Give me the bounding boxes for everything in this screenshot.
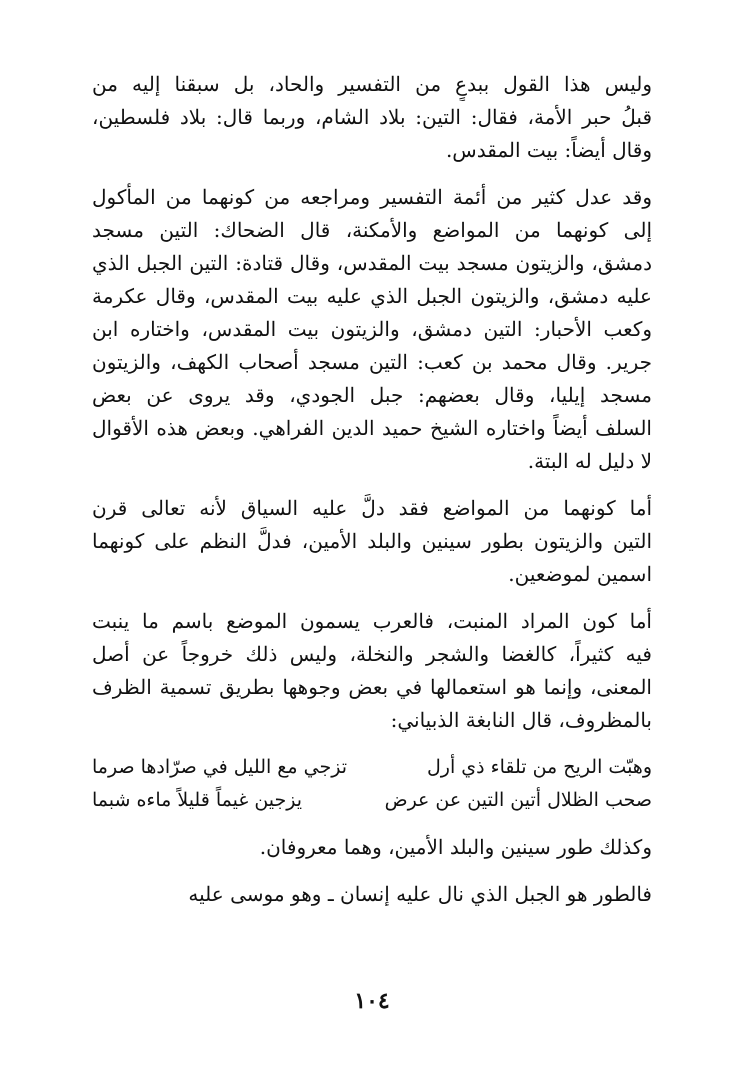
text-line: عليه دمشق، والزيتون الجبل الذي عليه بيت المقدس، وقال عكرمة (92, 284, 652, 308)
text-line: المعنى، وإنما هو استعمالها في بعض وجوهها بطريق تسمية الظرف (92, 675, 652, 699)
poem-verse (92, 784, 652, 817)
text-line: أما كون المراد المنبت، فالعرب يسمون الموضع باسم ما ينبت (92, 609, 652, 633)
paragraph (92, 878, 652, 911)
text-line: وقال أيضاً: بيت المقدس. (445, 138, 652, 162)
paragraph (92, 181, 652, 478)
text-line: إلى كونهما من المواضع والأمكنة، قال الضحاك: التين مسجد (92, 218, 652, 242)
text-line: وكعب الأحبار: التين دمشق، والزيتون بيت المقدس، واختاره ابن (92, 317, 652, 341)
text-line: السلف أيضاً واختاره الشيخ حميد الدين الفراهي. وبعض هذه الأقوال (92, 416, 652, 440)
paragraph (92, 605, 652, 737)
verse-second-hemistich: تزجي مع الليل في صرّادها صرما (92, 756, 347, 778)
text-line: فالطور هو الجبل الذي نال عليه إنسان ـ وهو موسى عليه (188, 882, 652, 906)
text-line: بالمظروف، قال النابغة الذبياني: (390, 708, 652, 732)
page-number: ١٠٤ (354, 988, 390, 1014)
text-line: التين والزيتون بطور سينين والبلد الأمين، فدلَّ النظم على كونهما (92, 529, 652, 553)
text-line: وكذلك طور سينين والبلد الأمين، وهما معروفان. (259, 835, 652, 859)
poem-verse (92, 751, 652, 784)
text-line: جرير. وقال محمد بن كعب: التين مسجد أصحاب الكهف، والزيتون (92, 350, 652, 374)
text-line: مسجد إيليا، وقال بعضهم: جبل الجودي، وقد يروى عن بعض (92, 383, 652, 407)
text-line: فيه كثيراً، كالغضا والشجر والنخلة، وليس ذلك خروجاً عن أصل (92, 642, 652, 666)
text-line: اسمين لموضعين. (508, 562, 652, 586)
text-line: لا دليل له البتة. (527, 449, 652, 473)
paragraph (92, 68, 652, 167)
text-line: دمشق، والزيتون مسجد بيت المقدس، وقال قتادة: التين الجبل الذي (92, 251, 652, 275)
paragraph (92, 831, 652, 864)
verse-second-hemistich: يزجين غيماً قليلاً ماءه شبما (92, 789, 303, 811)
poem-verses (92, 751, 652, 817)
text-line: قبلُ حبر الأمة، فقال: التين: بلاد الشام، وربما قال: بلاد فلسطين، (92, 105, 652, 129)
verse-first-hemistich: وهبّت الريح من تلقاء ذي أرل (426, 756, 652, 778)
body-text (92, 68, 652, 911)
text-line: أما كونهما من المواضع فقد دلَّ عليه السياق لأنه تعالى قرن (92, 496, 652, 520)
verse-first-hemistich: صحب الظلال أتين التين عن عرض (384, 789, 652, 811)
text-line: وقد عدل كثير من أئمة التفسير ومراجعه من كونهما من المأكول (92, 185, 652, 209)
text-line: وليس هذا القول ببدعٍ من التفسير والحاد، بل سبقنا إليه من (92, 72, 652, 96)
paragraph (92, 492, 652, 591)
